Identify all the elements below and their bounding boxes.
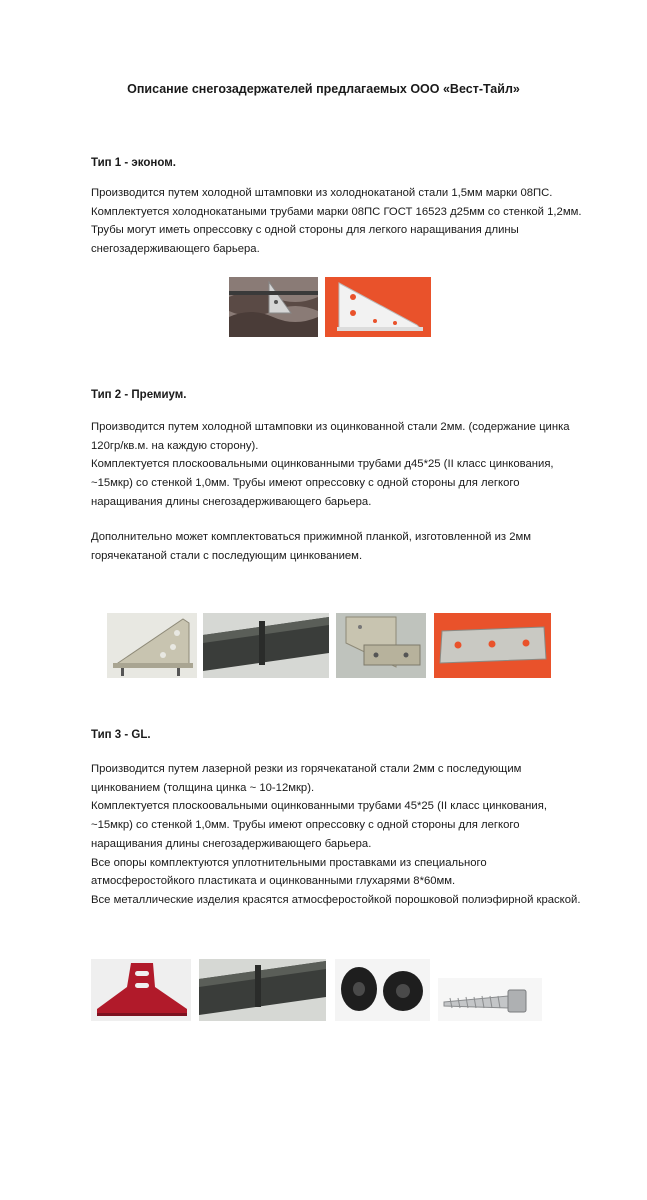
type3-photo-sealing-spacers [335,959,430,1021]
type3-photo-oval-tube [199,959,326,1021]
type2-photo-oval-tube [203,613,329,678]
type1-photo-roof-bracket [229,277,318,337]
type2-photo-bracket-with-plate [336,613,426,678]
type1-photo-white-bracket [325,277,431,337]
type1-heading: Тип 1 - эконом. [91,157,176,169]
type1-description: Производится путем холодной штамповки из холоднокатаной стали 1,5мм марки 08ПС. Комплектуется холоднокатаными трубами марки 08ПС ГОСТ 16523 д25мм со стенкой 1,2мм. Трубы могут иметь опрессовку с одной стороны для легкого наращивания длины снегозадерживающего барьера. [91,187,582,256]
type2-heading: Тип 2 - Премиум. [91,389,187,401]
type2-photo-galvanized-bracket [107,613,197,678]
document-title: Описание снегозадержателей предлагаемых ООО «Вест-Тайл» [127,82,520,96]
type3-photo-lag-screw [438,978,542,1021]
type2-additional-note: Дополнительно может комплектоваться прижимной планкой, изготовленной из 2мм горячекатаной стали с последующим цинкованием. [91,531,532,562]
type3-heading: Тип 3 - GL. [91,729,151,741]
type3-photo-red-bracket [91,959,191,1021]
type2-description: Производится путем холодной штамповки из оцинкованной стали 2мм. (содержание цинка 120гр/кв.м. на каждую сторону). Комплектуется плоскоовальными оцинкованными трубами д45*25 (II класс цинкования, ~15мкр) со стенкой 1,0мм. Трубы имеют опрессовку с одной стороны для легкого наращивания длины снегозадерживающего барьера. [91,421,570,508]
type2-photo-clamping-plate [434,613,551,678]
type3-description: Производится путем лазерной резки из горячекатаной стали 2мм с последующим цинкованием (толщина цинка ~ 10-12мкр). Комплектуется плоскоовальными оцинкованными трубами 45*25 (II класс цинкования, ~15мкр) со стенкой 1,0мм. Трубы имеют опрессовку с одной стороны для легкого наращивания длины снегозадерживающего барьера. Все опоры комплектуются уплотнительными проставками из специального атмосферостойкого пластиката и оцинкованными глухарями 8*60мм. Все металлические изделия красятся атмосферостойкой порошковой полиэфирной краской. [91,763,581,906]
